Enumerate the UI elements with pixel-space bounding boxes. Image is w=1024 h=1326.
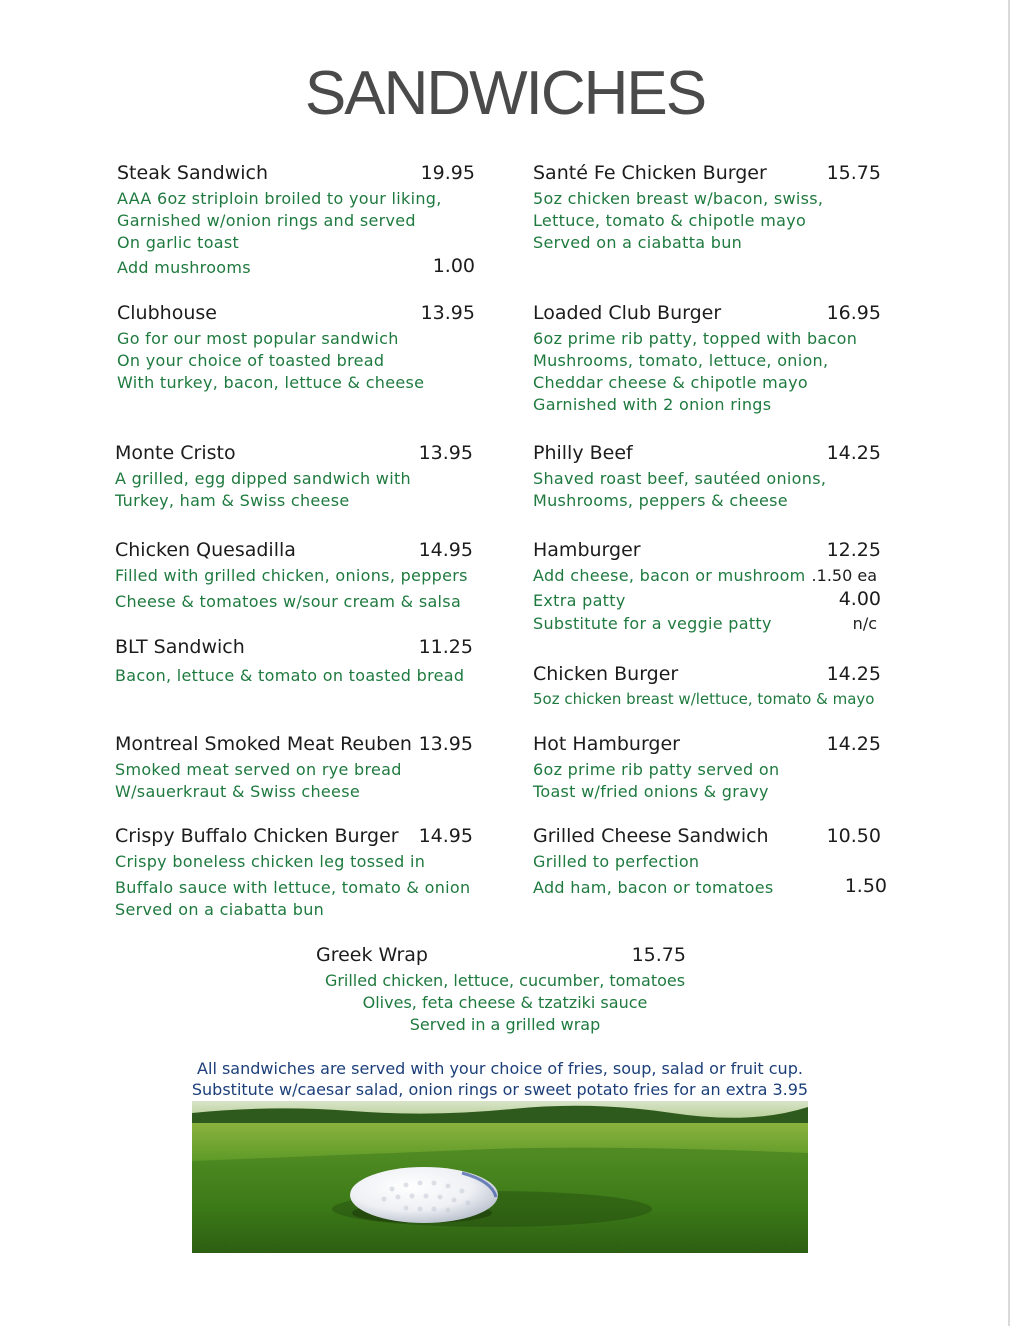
menu-item-sante-fe-chicken-burger — [533, 162, 885, 257]
item-desc: Add cheese, bacon or mushroom — [533, 566, 806, 585]
item-name: Chicken Burger — [533, 663, 679, 685]
item-price: 12.25 — [826, 539, 881, 561]
item-desc: Crispy boneless chicken leg tossed in — [115, 852, 426, 871]
menu-item-philly-beef — [533, 442, 885, 512]
footer-note: All sandwiches are served with your choice of fries, soup, salad or fruit cup. — [197, 1059, 803, 1078]
item-desc: Go for our most popular sandwich — [117, 329, 399, 348]
menu-item-hamburger — [533, 539, 885, 639]
item-name: Hot Hamburger — [533, 733, 680, 755]
item-name: Hamburger — [533, 539, 641, 561]
item-price: 16.95 — [826, 302, 881, 324]
item-desc: Grilled to perfection — [533, 852, 700, 871]
menu-item-clubhouse — [117, 302, 477, 397]
menu-item-chicken-quesadilla — [115, 539, 477, 614]
item-price: 13.95 — [420, 302, 475, 324]
item-option-price: n/c — [852, 614, 877, 633]
item-price: 19.95 — [420, 162, 475, 184]
item-desc: Served on a ciabatta bun — [533, 233, 743, 252]
menu-item-crispy-buffalo-chicken-burger — [115, 825, 477, 925]
item-price: 15.75 — [826, 162, 881, 184]
item-price: 14.25 — [826, 733, 881, 755]
menu-item-grilled-cheese-sandwich — [533, 825, 885, 900]
item-desc: AAA 6oz striploin broiled to your liking, — [117, 189, 442, 208]
item-desc: Olives, feta cheese & tzatziki sauce — [362, 993, 648, 1012]
item-desc: Add ham, bacon or tomatoes — [533, 878, 774, 897]
footer-note: Substitute w/caesar salad, onion rings or sweet potato fries for an extra 3.95 — [191, 1080, 809, 1099]
item-desc: Garnished with 2 onion rings — [533, 395, 772, 414]
item-name: Montreal Smoked Meat Reuben — [115, 733, 412, 755]
menu-item-blt-sandwich — [115, 636, 477, 686]
item-desc: Bacon, lettuce & tomato on toasted bread — [115, 666, 465, 685]
menu-item-loaded-club-burger — [533, 302, 885, 422]
item-desc: 5oz chicken breast w/bacon, swiss, — [533, 189, 824, 208]
item-option-price: 4.00 — [838, 588, 881, 610]
item-name: Greek Wrap — [316, 944, 428, 966]
item-desc: Mushrooms, peppers & cheese — [533, 491, 788, 510]
item-desc: On your choice of toasted bread — [117, 351, 385, 370]
item-desc: 6oz prime rib patty, topped with bacon — [533, 329, 858, 348]
item-name: Chicken Quesadilla — [115, 539, 296, 561]
item-desc: Cheddar cheese & chipotle mayo — [533, 373, 809, 392]
item-desc: Mushrooms, tomato, lettuce, onion, — [533, 351, 829, 370]
item-desc: Garnished w/onion rings and served — [117, 211, 416, 230]
item-desc: Grilled chicken, lettuce, cucumber, tomatoes — [324, 971, 686, 990]
item-desc: Served in a grilled wrap — [409, 1015, 601, 1034]
menu-item-monte-cristo — [115, 442, 477, 512]
item-desc: Substitute for a veggie patty — [533, 614, 772, 633]
item-price: 14.25 — [826, 442, 881, 464]
item-price: 11.25 — [418, 636, 473, 658]
item-name: Loaded Club Burger — [533, 302, 722, 324]
menu-item-steak-sandwich — [117, 162, 477, 282]
item-price: 15.75 — [631, 944, 686, 966]
menu-item-hot-hamburger — [533, 733, 885, 803]
item-desc: Served on a ciabatta bun — [115, 900, 325, 919]
item-price: 10.50 — [826, 825, 881, 847]
item-option-price: 1.50 — [844, 875, 887, 897]
item-desc: Smoked meat served on rye bread — [115, 760, 402, 779]
item-price: 14.95 — [418, 825, 473, 847]
page-edge — [1008, 0, 1010, 1326]
item-desc: Filled with grilled chicken, onions, peppers — [115, 566, 468, 585]
item-desc: On garlic toast — [117, 233, 240, 252]
item-price: 13.95 — [418, 733, 473, 755]
item-desc: With turkey, bacon, lettuce & cheese — [117, 373, 425, 392]
item-name: Clubhouse — [117, 302, 217, 324]
item-desc: Extra patty — [533, 591, 626, 610]
item-option-price: .1.50 ea — [811, 566, 877, 585]
menu-item-chicken-burger — [533, 663, 885, 713]
item-name: Steak Sandwich — [117, 162, 268, 184]
menu-item-montreal-smoked-meat-reuben — [115, 733, 477, 803]
item-desc: Lettuce, tomato & chipotle mayo — [533, 211, 807, 230]
item-name: Philly Beef — [533, 442, 633, 464]
page-title: SANDWICHES — [304, 59, 706, 128]
golf-ball-image — [192, 1101, 808, 1253]
item-desc: W/sauerkraut & Swiss cheese — [115, 782, 360, 801]
item-name: Grilled Cheese Sandwich — [533, 825, 769, 847]
item-desc: Turkey, ham & Swiss cheese — [115, 491, 350, 510]
item-addon: Add mushrooms — [117, 258, 251, 277]
item-name: BLT Sandwich — [115, 636, 245, 658]
menu-item-greek-wrap — [316, 944, 688, 974]
item-desc: 5oz chicken breast w/lettuce, tomato & mayo — [533, 690, 875, 708]
item-addon-price: 1.00 — [432, 255, 475, 277]
item-desc: Toast w/fried onions & gravy — [533, 782, 769, 801]
item-name: Monte Cristo — [115, 442, 236, 464]
item-desc: 6oz prime rib patty served on — [533, 760, 780, 779]
item-price: 13.95 — [418, 442, 473, 464]
item-price: 14.95 — [418, 539, 473, 561]
item-desc: A grilled, egg dipped sandwich with — [115, 469, 411, 488]
item-price: 14.25 — [826, 663, 881, 685]
item-desc: Cheese & tomatoes w/sour cream & salsa — [115, 592, 462, 611]
item-name: Crispy Buffalo Chicken Burger — [115, 825, 399, 847]
item-desc: Buffalo sauce with lettuce, tomato & onion — [115, 878, 471, 897]
item-desc: Shaved roast beef, sautéed onions, — [533, 469, 827, 488]
item-name: Santé Fe Chicken Burger — [533, 162, 767, 184]
